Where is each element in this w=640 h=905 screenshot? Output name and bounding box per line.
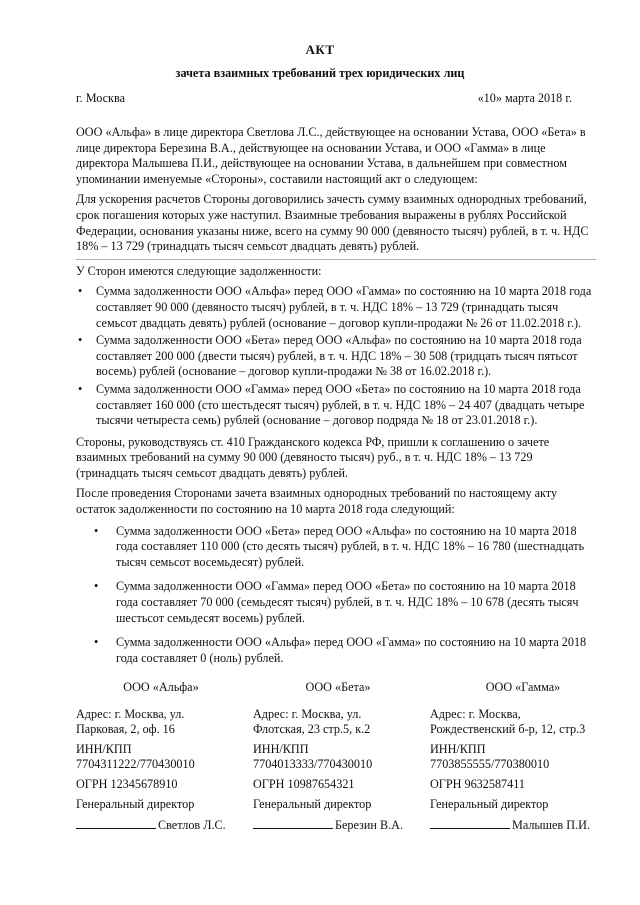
signature-blank (430, 816, 510, 829)
act-body (76, 125, 596, 675)
address-line: Флотская, 23 стр.5, к.2 (253, 722, 371, 737)
act-title: АКТ (305, 42, 335, 57)
list-item (76, 284, 596, 331)
inn-label: ИНН/КПП (430, 741, 486, 756)
signature-line (253, 816, 423, 834)
remainder-text: Сумма задолженности ООО «Альфа» перед ООО «Гамма» по состоянию на 10 марта 2018 года составляет 0 (ноль) рублей. (116, 635, 587, 665)
act-subtitle: зачета взаимных требований трех юридических лиц (175, 66, 465, 80)
list-item (76, 524, 596, 571)
ogrn-value: ОГРН 10987654321 (253, 776, 355, 791)
inn-value: 7704311222/770430010 (76, 757, 195, 772)
purpose-paragraph: Для ускорения расчетов Стороны договорились зачесть сумму взаимных однородных требований, срок погашения которых уже наступил. Взаимные требования выражены в рублях Российской Федерации, основания указаны ниже, всего на сумму 90 000 (девяносто тысяч) рублей, в т. ч. НДС 18% – 13 729 (тринадцать тысяч семьсот двадцать девять) рублей. (76, 192, 596, 259)
bullet-icon: • (78, 333, 83, 348)
inn-label: ИНН/КПП (253, 741, 309, 756)
bullet-icon: • (94, 579, 99, 594)
remainders-list (76, 524, 596, 667)
address-line: Адрес: г. Москва, ул. (253, 706, 362, 721)
bullet-icon: • (94, 635, 99, 650)
company-name: ООО «Бета» (305, 680, 371, 694)
debt-text: Сумма задолженности ООО «Гамма» перед ООО «Бета» по состоянию на 10 марта 2018 года составляет 160 000 (сто шестьдесят тысяч) рублей, в т. ч. НДС 18% – 24 407 (двадцать четыре тысячи четыреста семь) рублей (основание – договор подряда № 18 от 23.01.2018 г.). (96, 381, 585, 428)
act-city: г. Москва (76, 91, 125, 105)
company-name: ООО «Альфа» (123, 680, 199, 694)
address-line: Рождественский б-р, 12, стр.3 (430, 722, 586, 737)
list-item (76, 579, 596, 626)
debt-text: Сумма задолженности ООО «Альфа» перед ООО «Гамма» по состоянию на 10 марта 2018 года составляет 90 000 (девяносто тысяч) рублей, в т. ч. НДС 18% – 13 729 (тринадцать тысяч семьсот двадцать девять) рублей (основание – договор купли-продажи № 26 от 11.02.2018 г.). (96, 284, 592, 330)
signature-column-gamma (430, 680, 616, 834)
inn-value: 7704013333/770430010 (253, 757, 373, 772)
signer-position: Генеральный директор (76, 796, 195, 811)
address-line: Адрес: г. Москва, ул. (76, 706, 185, 721)
debts-heading: У Сторон имеются следующие задолженности: (76, 263, 322, 278)
remainder-heading: После проведения Сторонами зачета взаимных однородных требований по настоящему акту остаток задолженности по состоянию на 10 марта 2018 года следующий: (76, 486, 558, 517)
bullet-icon: • (94, 523, 99, 538)
signer-name: Малышев П.И. (512, 818, 590, 833)
inn-label: ИНН/КПП (76, 741, 132, 756)
signer-position: Генеральный директор (430, 796, 549, 811)
ogrn-value: ОГРН 12345678910 (76, 776, 178, 791)
signature-column-beta (253, 680, 423, 834)
list-item (76, 635, 596, 666)
signature-line (76, 816, 246, 834)
address-line: Парковая, 2, оф. 16 (76, 722, 175, 737)
bullet-icon: • (78, 284, 83, 299)
company-name: ООО «Гамма» (485, 680, 561, 694)
bullet-icon: • (78, 381, 83, 396)
debt-text: Сумма задолженности ООО «Бета» перед ООО «Альфа» по состоянию на 10 марта 2018 года составляет 200 000 (двести тысяч) рублей, в т. ч. НДС 18% – 30 508 (тридцать тысяч пятьсот восемь) рублей (основание – договор купли-продажи № 38 от 16.02.2018 г.). (96, 333, 582, 379)
list-item (76, 333, 596, 380)
debts-list (76, 284, 596, 428)
agreement-paragraph: Стороны, руководствуясь ст. 410 Гражданского кодекса РФ, пришли к соглашению о зачете взаимных требований на сумму 90 000 (девяносто тысяч) руб., в т. ч. НДС 18% – 13 729 (тринадцать тысяч семьсот двадцать девять) рублей. (76, 434, 550, 480)
signer-name: Светлов Л.С. (158, 818, 226, 833)
address-line: Адрес: г. Москва, (430, 706, 521, 721)
intro-paragraph: ООО «Альфа» в лице директора Светлова Л.С., действующее на основании Устава, ООО «Бета» в лице директора Березина В.А., действующее на основании Устава, и ООО «Гамма» в лице директора Малышева П.И., действующее на основании Устава, в дальнейшем при совместном упоминании именуемые «Стороны», составили настоящий акт о следующем: (76, 125, 586, 186)
signer-name: Березин В.А. (335, 818, 403, 833)
ogrn-value: ОГРН 9632587411 (430, 776, 525, 791)
act-date: «10» марта 2018 г. (477, 91, 572, 105)
signature-line (430, 816, 616, 834)
signature-blank (76, 816, 156, 829)
list-item (76, 382, 596, 429)
remainder-text: Сумма задолженности ООО «Гамма» перед ООО «Бета» по состоянию на 10 марта 2018 года составляет 70 000 (семьдесят тысяч) рублей, в т. ч. НДС 18% – 10 678 (десять тысяч шестьсот семьдесят восемь) рублей. (116, 579, 579, 625)
inn-value: 7703855555/770380010 (430, 757, 550, 772)
signature-blank (253, 816, 333, 829)
signer-position: Генеральный директор (253, 796, 372, 811)
signature-column-alfa (76, 680, 246, 834)
remainder-text: Сумма задолженности ООО «Бета» перед ООО «Альфа» по состоянию на 10 марта 2018 года составляет 110 000 (сто десять тысяч) рублей, в т. ч. НДС 18% – 16 780 (шестнадцать тысяч семьсот восемьдесят) рублей. (116, 523, 585, 569)
